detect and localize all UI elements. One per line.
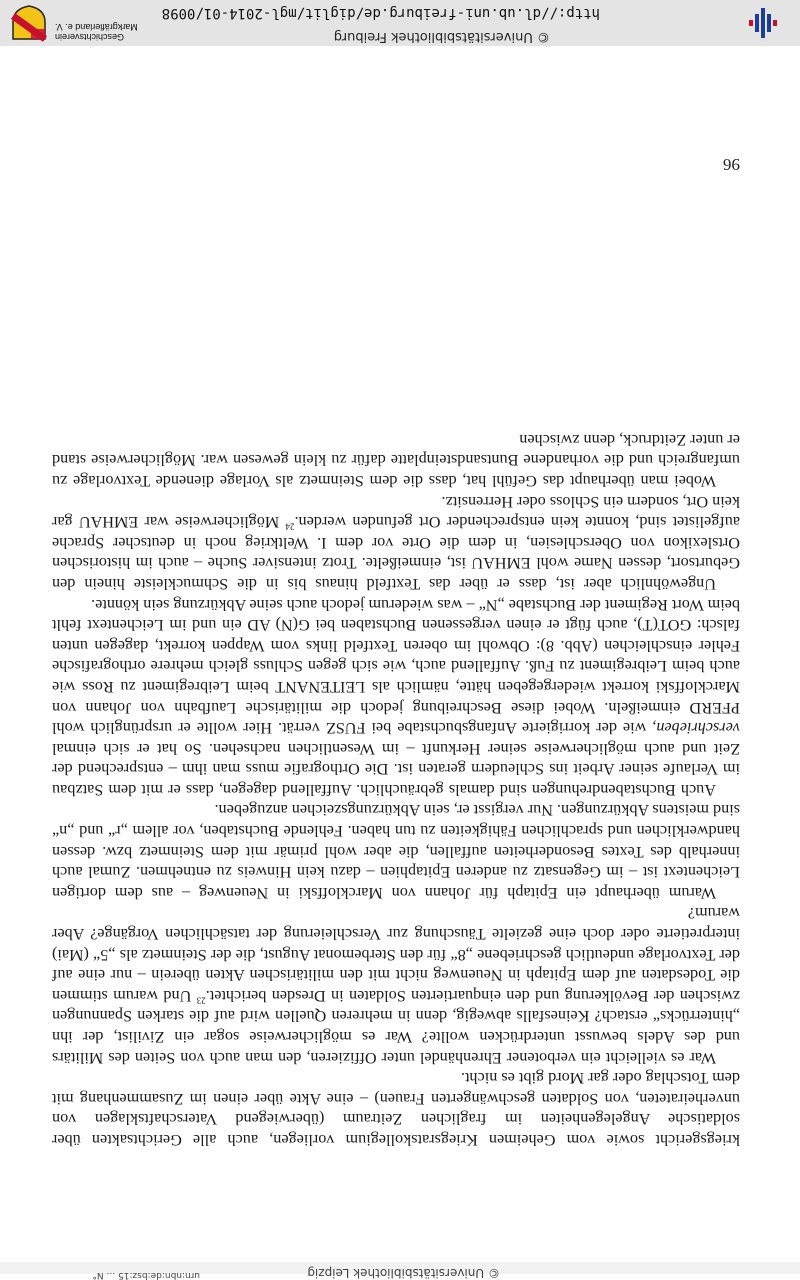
society-name: Geschichtsverein Markgräflerland e. V. [55, 22, 138, 42]
header-urn: urn:nbn:de:bsz:15 ... N° [92, 1270, 200, 1280]
paragraph-3: Warum überhaupt ein Epitaph für Johann von Marckloffski in Neuenweg – aus dem dortigen Leichentext ist – im Gegensatz zu anderen Epitaphien – dazu kein Hinweis zu entnehmen. Zumal auch innerhalb des Textes Besonderheiten auffallen, die aber wohl primär mit dem Steinmetz bzw. dessen handwerklichen und sprachlichen Fähigkeiten zu tun haben. Fehlende Buchstaben, vor allem „r“ und „n“ sind meistens Abkürzungen. Nur vergisst er, sein Abkürzungszeichen anzugeben. [52, 801, 740, 902]
footnote-ref[interactable]: 24 [285, 521, 295, 532]
permalink-url[interactable]: http://dl.ub.uni-freiburg.de/diglit/mgl-2014-01/0098 [161, 5, 600, 21]
university-logo-icon[interactable] [746, 6, 780, 40]
body-text [52, 429, 740, 1150]
paragraph-1: kriegsgericht sowie vom Geheimen Kriegsratskollegium vorliegen, auch alle Gerichtsakten über soldatische Angelegenheiten im fraglichen Zeitraum (überwiegend Vaterschaftsklagen von unverheirateten, von Soldaten geschwängerten Frauen) – eine Akte über einen im Zusammenhang mit dem Totschlag oder gar Mord gibt es nicht. [52, 1069, 740, 1149]
viewer-footer-bar [0, 0, 800, 46]
viewer-header-strip [0, 1262, 800, 1280]
header-copyright: © Universitätsbibliothek Leipzig [307, 1266, 500, 1280]
coat-of-arms-icon[interactable] [10, 4, 48, 42]
paragraph-6: Wobei man überhaupt das Gefühl hat, dass die dem Steinmetz als Vorlage dienende Textvorlage zu umfangreich und die vorhandene Buntsandsteinplatte dafür zu klein gewesen war. Möglicherweise stand er unter Zeitdruck, denn zwischen [52, 430, 740, 490]
page-number: 96 [723, 155, 740, 174]
footer-copyright: © Universitätsbibliothek Freiburg [333, 29, 550, 44]
paragraph-5: Ungewöhnlich aber ist, dass er über das Textfeld hinaus bis in die Schmuckleiste hinein den Geburtsort, dessen Name wohl EMHAU ist, einmeißelte. Trotz intensiver Suche – auch im historischen Ortslexikon von Oberschlesien, in dem die Orte vor dem I. Weltkrieg noch in deutscher Sprache aufgelistet sind, konnte kein entsprechender Ort gefunden werden.$^{24}$ Möglicherweise war EMHAU gar kein Ort, sondern ein Schloss oder Herrensitz. [52, 492, 740, 593]
paragraph-2: War es vielleicht ein verbotener Ehrenhändel unter Offizieren, den man auch von Seiten des Militärs und des Adels bewusst unterdrücken wollte? War es möglicherweise sogar ein Zivilist, der ihn „hinterrücks“ erstach? Keinesfalls abwegig, denn in mehreren Quellen wird auf die starken Spannungen zwischen der Bevölkerung und den einquartierten Soldaten in Dresden berichtet.$^{23}$ Und warum stimmen die Todesdaten auf dem Epitaph in Neuenweg nicht mit den militärischen Akten überein – nur eine auf der Textvorlage undeutlich geschriebene „8“ für den Sterbemonat August, die der Steinmetz als „5“ (Mai) interpretierte oder doch eine gezielte Täuschung zur Verschleierung der tatsächlichen Vorgänge? Aber warum? [52, 904, 740, 1067]
footnote-ref[interactable]: 23 [196, 995, 206, 1006]
paragraph-4: Auch Buchstabendrehungen sind damals gebräuchlich. Auffallend dagegen, dass er mit dem Satzbau im Verlaufe seiner Arbeit ins Schleudern geraten ist. Die Orthografie muss man ihm – entsprechend der Zeit und auch möglicherweise seiner Herkunft – im Wesentlichen nachsehen. So hat er sich einmal verschrieben, wie der korrigierte Anfangsbuchstabe bei FUSZ verrät. Hier wollte er ursprünglich wohl PFERD einmeißeln. Wobei diese Beschreibung jedoch die militärische Laufbahn von Johann von Marckloffski korrekt wiedergegeben hätte, nämlich als LEITENANT beim Leibregiment zu Ross wie auch beim Leibregiment zu Fuß. Auffallend auch, wie sich gegen Schluss gleich mehrere orthografische Fehler einschleichen (Abb. 8): Obwohl im oberen Textfeld links vom Wappen korrekt, dagegen unten falsch: GOT(T), auch fügt er einen vergessenen Buchstaben bei G(N) AD ein und im Leichentext fehlt beim Wort Regiment der Buchstabe „N“ – was wiederum jedoch auch seine Abkürzung sein könnte. [52, 595, 740, 799]
